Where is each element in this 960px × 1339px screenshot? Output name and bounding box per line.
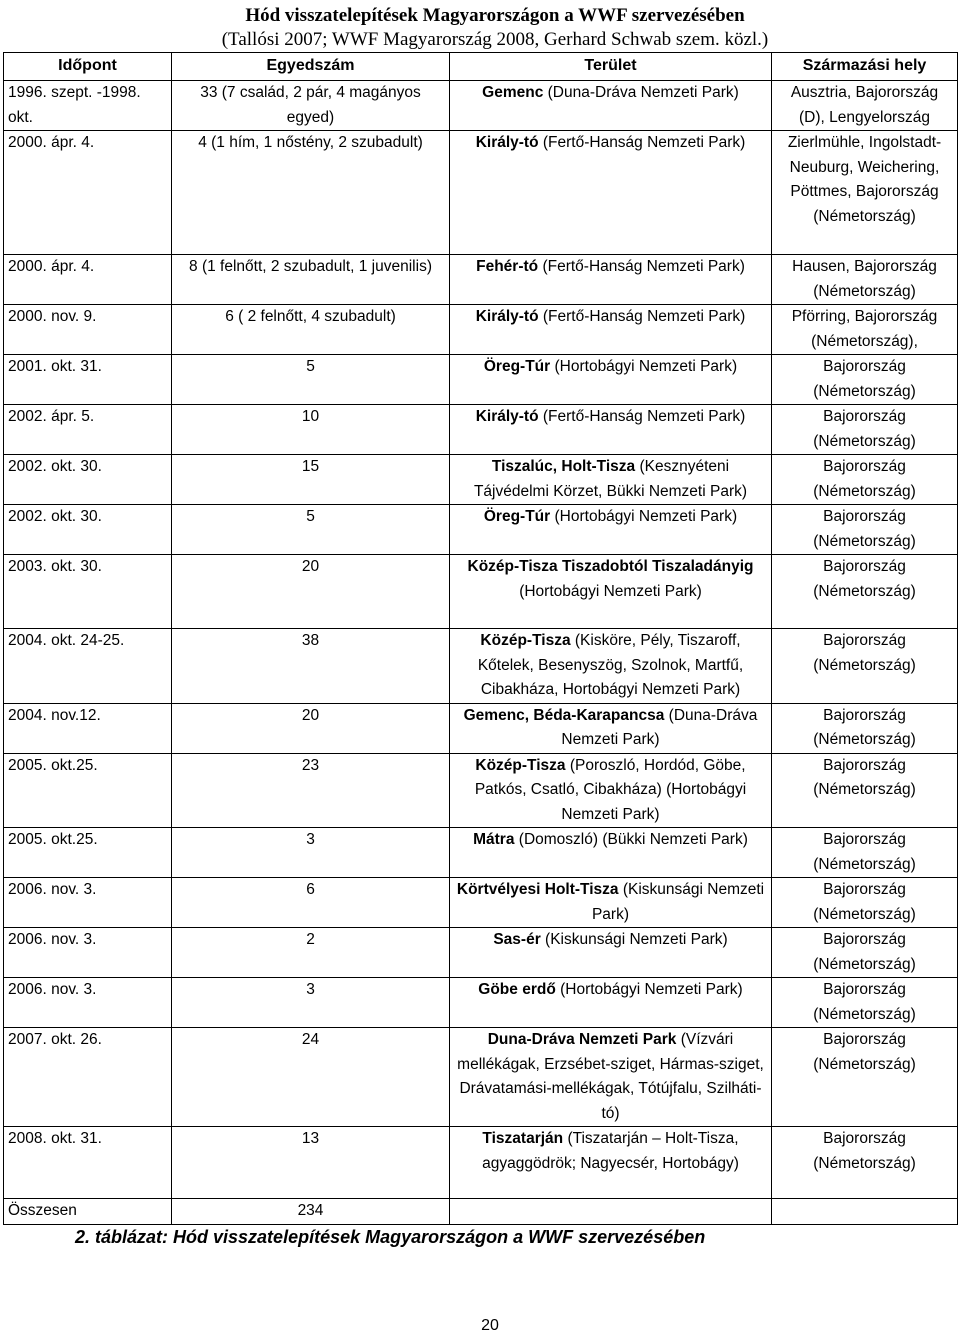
area-detail: (Kesznyéteni Tájvédelmi Körzet, Bükki Nemzeti Park) (473, 458, 748, 500)
cell-count: 20 (172, 703, 450, 753)
cell-origin: Bajorország (Németország) (772, 928, 958, 978)
cell-count: 38 (172, 629, 450, 704)
cell-date: 2006. nov. 3. (4, 878, 172, 928)
area-detail: (Hortobágyi Nemzeti Park) (560, 981, 743, 998)
area-name: Király-tó (475, 408, 539, 425)
area-name: Körtvélyesi Holt-Tisza (456, 881, 619, 898)
area-detail: (Duna-Dráva Nemzeti Park) (561, 706, 758, 748)
area-name: Közép-Tisza (480, 632, 571, 649)
table-row (4, 255, 958, 305)
area-name: Öreg-Túr (483, 358, 551, 375)
cell-area (450, 81, 772, 131)
area-name: Király-tó (475, 308, 539, 325)
area-detail: (Fertő-Hanság Nemzeti Park) (542, 408, 746, 425)
area-name: Duna-Dráva Nemzeti Park (487, 1031, 677, 1048)
cell-count: 3 (172, 978, 450, 1028)
cell-area (450, 703, 772, 753)
cell-date: 2003. okt. 30. (4, 555, 172, 629)
area-detail: (Poroszló, Hordód, Göbe, Patkós, Csatló, Cibakháza) (Hortobágyi Nemzeti Park) (474, 756, 747, 823)
area-name: Sas-ér (493, 931, 541, 948)
area-detail: (Fertő-Hanság Nemzeti Park) (542, 308, 746, 325)
cell-origin: Bajorország (Németország) (772, 355, 958, 405)
cell-area (450, 555, 772, 629)
cell-origin: Ausztria, Bajorország (D), Lengyelország (772, 81, 958, 131)
area-name: Fehér-tó (476, 258, 539, 275)
cell-count: 15 (172, 455, 450, 505)
reintroduction-table (3, 52, 958, 1225)
table-row (4, 629, 958, 704)
area-detail: (Kiskunsági Nemzeti Park) (591, 881, 765, 923)
cell-origin: Bajorország (Németország) (772, 753, 958, 828)
cell-origin: Bajorország (Németország) (772, 505, 958, 555)
cell-area (450, 355, 772, 405)
table-row (4, 828, 958, 878)
area-detail: (Hortobágyi Nemzeti Park) (554, 358, 738, 375)
area-detail: (Vízvári mellékágak, Erzsébet-sziget, Hármas-sziget, Drávatamási-mellékágak, Tótújfalu, Szilháti-tó) (457, 1031, 764, 1122)
area-detail: (Hortobágyi Nemzeti Park) (519, 582, 702, 600)
cell-origin: Bajorország (Németország) (772, 828, 958, 878)
cell-date: 2002. okt. 30. (4, 455, 172, 505)
total-row (4, 1199, 958, 1225)
cell-area (450, 878, 772, 928)
header-origin: Származási hely (772, 53, 958, 81)
cell-area (450, 405, 772, 455)
area-name: Öreg-Túr (483, 508, 551, 525)
table-row (4, 405, 958, 455)
area-detail: (Tiszatarján – Holt-Tisza, agyaggödrök; Nagyecsér, Hortobágy) (482, 1130, 739, 1172)
table-row (4, 355, 958, 405)
cell-date: 2002. ápr. 5. (4, 405, 172, 455)
header-date: Időpont (4, 53, 172, 81)
cell-area (450, 828, 772, 878)
area-name: Tiszalúc, Holt-Tisza (491, 458, 636, 475)
cell-origin: Bajorország (Németország) (772, 405, 958, 455)
cell-date: 2006. nov. 3. (4, 928, 172, 978)
cell-origin: Bajorország (Németország) (772, 1127, 958, 1199)
header-area: Terület (450, 53, 772, 81)
cell-area (450, 505, 772, 555)
cell-origin: Zierlmühle, Ingolstadt-Neuburg, Weichering, Pöttmes, Bajorország (Németország) (772, 131, 958, 255)
table-row (4, 753, 958, 828)
page-number: 20 (481, 1317, 499, 1334)
total-empty-area (450, 1199, 772, 1225)
table-row (4, 305, 958, 355)
cell-area (450, 305, 772, 355)
table-row (4, 928, 958, 978)
cell-origin: Bajorország (Németország) (772, 703, 958, 753)
cell-count: 6 (172, 878, 450, 928)
table-row (4, 555, 958, 629)
cell-origin: Bajorország (Németország) (772, 978, 958, 1028)
total-label: Összesen (4, 1199, 172, 1225)
cell-area (450, 1127, 772, 1199)
table-row (4, 1028, 958, 1127)
table-row (4, 703, 958, 753)
area-name: Közép-Tisza Tiszadobtól Tiszaladányig (467, 558, 754, 575)
area-name: Közép-Tisza (475, 756, 566, 774)
area-name: Tiszatarján (482, 1130, 564, 1147)
total-empty-origin (772, 1199, 958, 1225)
cell-date: 2000. ápr. 4. (4, 131, 172, 255)
table-caption: 2. táblázat: Hód visszatelepítések Magyarországon a WWF szervezésében (75, 1227, 706, 1247)
cell-count: 3 (172, 828, 450, 878)
cell-date: 2005. okt.25. (4, 828, 172, 878)
cell-area (450, 131, 772, 255)
cell-date: 2006. nov. 3. (4, 978, 172, 1028)
table-row (4, 878, 958, 928)
table-subtitle: (Tallósi 2007; WWF Magyarország 2008, Gerhard Schwab szem. közl.) (221, 29, 769, 50)
cell-area (450, 978, 772, 1028)
cell-origin: Bajorország (Németország) (772, 629, 958, 704)
cell-date: 2005. okt.25. (4, 753, 172, 828)
cell-area (450, 455, 772, 505)
area-detail: (Kiskunsági Nemzeti Park) (545, 931, 728, 948)
cell-count: 5 (172, 505, 450, 555)
area-detail: (Hortobágyi Nemzeti Park) (554, 508, 738, 525)
cell-origin: Pförring, Bajorország (Németország), (772, 305, 958, 355)
cell-date: 2008. okt. 31. (4, 1127, 172, 1199)
cell-date: 2007. okt. 26. (4, 1028, 172, 1127)
cell-date: 2004. okt. 24-25. (4, 629, 172, 704)
area-name: Gemenc, Béda-Karapancsa (463, 706, 665, 724)
cell-date: 1996. szept. -1998. okt. (4, 81, 172, 131)
table-body (4, 81, 958, 1225)
cell-date: 2000. ápr. 4. (4, 255, 172, 305)
cell-date: 2000. nov. 9. (4, 305, 172, 355)
area-name: Mátra (473, 831, 515, 848)
cell-origin: Bajorország (Németország) (772, 455, 958, 505)
cell-count: 10 (172, 405, 450, 455)
cell-count: 23 (172, 753, 450, 828)
cell-count: 8 (1 felnőtt, 2 szubadult, 1 juvenilis) (172, 255, 450, 305)
table-row (4, 505, 958, 555)
cell-area (450, 255, 772, 305)
cell-date: 2004. nov.12. (4, 703, 172, 753)
cell-origin: Bajorország (Németország) (772, 555, 958, 629)
table-row (4, 131, 958, 255)
cell-count: 33 (7 család, 2 pár, 4 magányos egyed) (172, 81, 450, 131)
cell-origin: Bajorország (Németország) (772, 1028, 958, 1127)
cell-count: 24 (172, 1028, 450, 1127)
total-value: 234 (172, 1199, 450, 1225)
cell-date: 2001. okt. 31. (4, 355, 172, 405)
cell-count: 6 ( 2 felnőtt, 4 szubadult) (172, 305, 450, 355)
table-header-row (4, 53, 958, 81)
area-name: Göbe erdő (478, 981, 556, 998)
area-detail: (Fertő-Hanság Nemzeti Park) (542, 134, 746, 151)
cell-count: 4 (1 hím, 1 nőstény, 2 szubadult) (172, 131, 450, 255)
cell-count: 5 (172, 355, 450, 405)
area-detail: (Duna-Dráva Nemzeti Park) (547, 84, 739, 101)
cell-count: 13 (172, 1127, 450, 1199)
table-row (4, 81, 958, 131)
table-title: Hód visszatelepítések Magyarországon a WWF szervezésében (245, 5, 745, 26)
area-detail: (Fertő-Hanság Nemzeti Park) (542, 258, 745, 275)
table-row (4, 1127, 958, 1199)
cell-count: 2 (172, 928, 450, 978)
cell-area (450, 629, 772, 704)
header-count: Egyedszám (172, 53, 450, 81)
cell-area (450, 928, 772, 978)
cell-origin: Bajorország (Németország) (772, 878, 958, 928)
area-detail: (Kisköre, Pély, Tiszaroff, Kőtelek, Besenyszög, Szolnok, Martfű, Cibakháza, Hortobágyi Nemzeti Park) (477, 632, 744, 698)
cell-area (450, 1028, 772, 1127)
area-name: Király-tó (475, 134, 539, 151)
cell-count: 20 (172, 555, 450, 629)
area-name: Gemenc (482, 84, 544, 101)
cell-origin: Hausen, Bajorország (Németország) (772, 255, 958, 305)
cell-area (450, 753, 772, 828)
cell-date: 2002. okt. 30. (4, 505, 172, 555)
area-detail: (Domoszló) (Bükki Nemzeti Park) (518, 831, 748, 848)
table-row (4, 455, 958, 505)
table-row (4, 978, 958, 1028)
